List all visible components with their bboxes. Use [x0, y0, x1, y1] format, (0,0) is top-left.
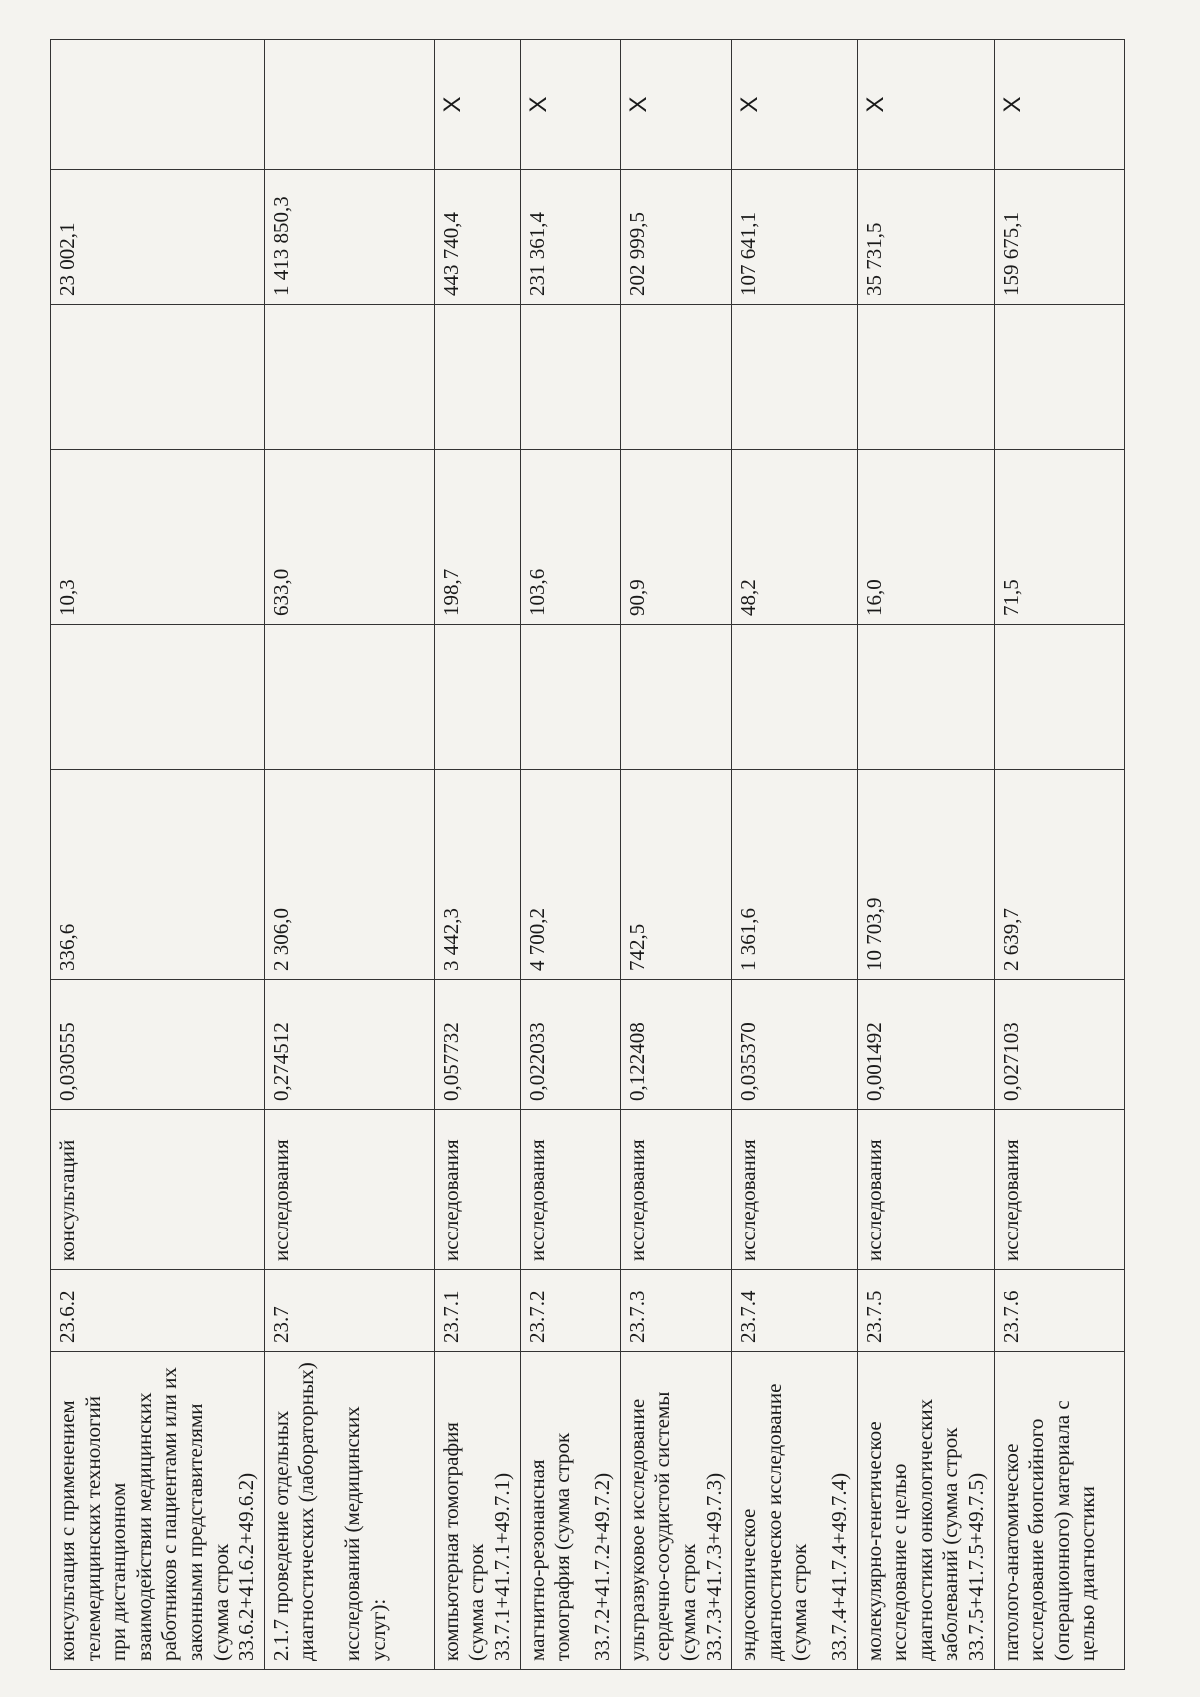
row-unit: исследования	[994, 1110, 1124, 1270]
row-c7	[434, 625, 520, 770]
row-code: 23.7.4	[732, 1270, 857, 1352]
table-row	[520, 40, 620, 1670]
row-unit: исследования	[857, 1110, 994, 1270]
table-row	[732, 40, 857, 1670]
row-c8: 103,6	[520, 450, 620, 625]
row-cost: 4 700,2	[520, 770, 620, 980]
table-row	[434, 40, 520, 1670]
row-unit: исследования	[264, 1110, 434, 1270]
row-name: магнитно-резонансная томография (сумма строк 33.7.2+41.7.2+49.7.2)	[520, 1352, 620, 1670]
row-c7	[264, 625, 434, 770]
row-cost: 742,5	[620, 770, 731, 980]
row-c11: X	[994, 40, 1124, 170]
row-c7	[994, 625, 1124, 770]
row-norm: 0,122408	[620, 980, 731, 1110]
row-code: 23.6.2	[51, 1270, 265, 1352]
row-c10: 443 740,4	[434, 170, 520, 305]
row-name: 2.1.7 проведение отдельных диагностических (лабораторных) исследований (медицинских услуг):	[264, 1352, 434, 1670]
row-norm: 0,027103	[994, 980, 1124, 1110]
row-c10: 107 641,1	[732, 170, 857, 305]
row-c8: 10,3	[51, 450, 265, 625]
row-c11: X	[434, 40, 520, 170]
row-c8: 16,0	[857, 450, 994, 625]
table-row	[994, 40, 1124, 1670]
row-norm: 0,035370	[732, 980, 857, 1110]
row-cost: 2 639,7	[994, 770, 1124, 980]
row-c11: X	[520, 40, 620, 170]
row-unit: исследования	[732, 1110, 857, 1270]
row-c10: 202 999,5	[620, 170, 731, 305]
row-unit: исследования	[520, 1110, 620, 1270]
row-c10: 159 675,1	[994, 170, 1124, 305]
row-c9	[857, 305, 994, 450]
row-cost: 336,6	[51, 770, 265, 980]
row-c8: 198,7	[434, 450, 520, 625]
row-c11	[51, 40, 265, 170]
row-name: консультация с применением телемедицинских технологий при дистанционном взаимодействии медицинских работников с пациентами или их законными представителями (сумма строк 33.6.2+41.6.2+49.6.2)	[51, 1352, 265, 1670]
row-name: ультразвуковое исследование сердечно-сосудистой системы (сумма строк 33.7.3+41.7.3+49.7.3)	[620, 1352, 731, 1670]
row-name: патолого-анатомическое исследование биопсийного (операционного) материала с целью диагностики	[994, 1352, 1124, 1670]
row-norm: 0,001492	[857, 980, 994, 1110]
row-c10: 35 731,5	[857, 170, 994, 305]
row-cost: 1 361,6	[732, 770, 857, 980]
row-unit: исследования	[434, 1110, 520, 1270]
row-cost: 2 306,0	[264, 770, 434, 980]
row-c11	[264, 40, 434, 170]
row-name: эндоскопическое диагностическое исследование (сумма строк 33.7.4+41.7.4+49.7.4)	[732, 1352, 857, 1670]
row-code: 23.7.6	[994, 1270, 1124, 1352]
row-c9	[620, 305, 731, 450]
row-code: 23.7.1	[434, 1270, 520, 1352]
row-code: 23.7.3	[620, 1270, 731, 1352]
row-c11: X	[857, 40, 994, 170]
row-c7	[520, 625, 620, 770]
row-norm: 0,057732	[434, 980, 520, 1110]
row-cost: 10 703,9	[857, 770, 994, 980]
tariff-table	[50, 39, 1125, 1670]
row-norm: 0,022033	[520, 980, 620, 1110]
table-row	[857, 40, 994, 1670]
row-c9	[264, 305, 434, 450]
row-c10: 1 413 850,3	[264, 170, 434, 305]
row-c9	[520, 305, 620, 450]
row-name: молекулярно-генетическое исследование с целью диагностики онкологических заболеваний (сумма строк 33.7.5+41.7.5+49.7.5)	[857, 1352, 994, 1670]
row-c7	[620, 625, 731, 770]
row-unit: исследования	[620, 1110, 731, 1270]
row-code: 23.7.5	[857, 1270, 994, 1352]
row-c9	[51, 305, 265, 450]
rotated-table-wrapper	[50, 40, 1120, 1670]
row-c8: 633,0	[264, 450, 434, 625]
row-c11: X	[732, 40, 857, 170]
row-c7	[732, 625, 857, 770]
row-name: компьютерная томография (сумма строк 33.7.1+41.7.1+49.7.1)	[434, 1352, 520, 1670]
row-c9	[732, 305, 857, 450]
row-norm: 0,030555	[51, 980, 265, 1110]
table-row	[620, 40, 731, 1670]
row-c10: 231 361,4	[520, 170, 620, 305]
row-code: 23.7	[264, 1270, 434, 1352]
row-cost: 3 442,3	[434, 770, 520, 980]
row-c8: 48,2	[732, 450, 857, 625]
row-c10: 23 002,1	[51, 170, 265, 305]
row-c11: X	[620, 40, 731, 170]
table-body	[51, 40, 1125, 1670]
row-c7	[857, 625, 994, 770]
row-norm: 0,274512	[264, 980, 434, 1110]
table-row	[264, 40, 434, 1670]
row-c8: 90,9	[620, 450, 731, 625]
table-row	[51, 40, 265, 1670]
row-c7	[51, 625, 265, 770]
row-code: 23.7.2	[520, 1270, 620, 1352]
row-c9	[434, 305, 520, 450]
row-unit: консультаций	[51, 1110, 265, 1270]
row-c8: 71,5	[994, 450, 1124, 625]
row-c9	[994, 305, 1124, 450]
